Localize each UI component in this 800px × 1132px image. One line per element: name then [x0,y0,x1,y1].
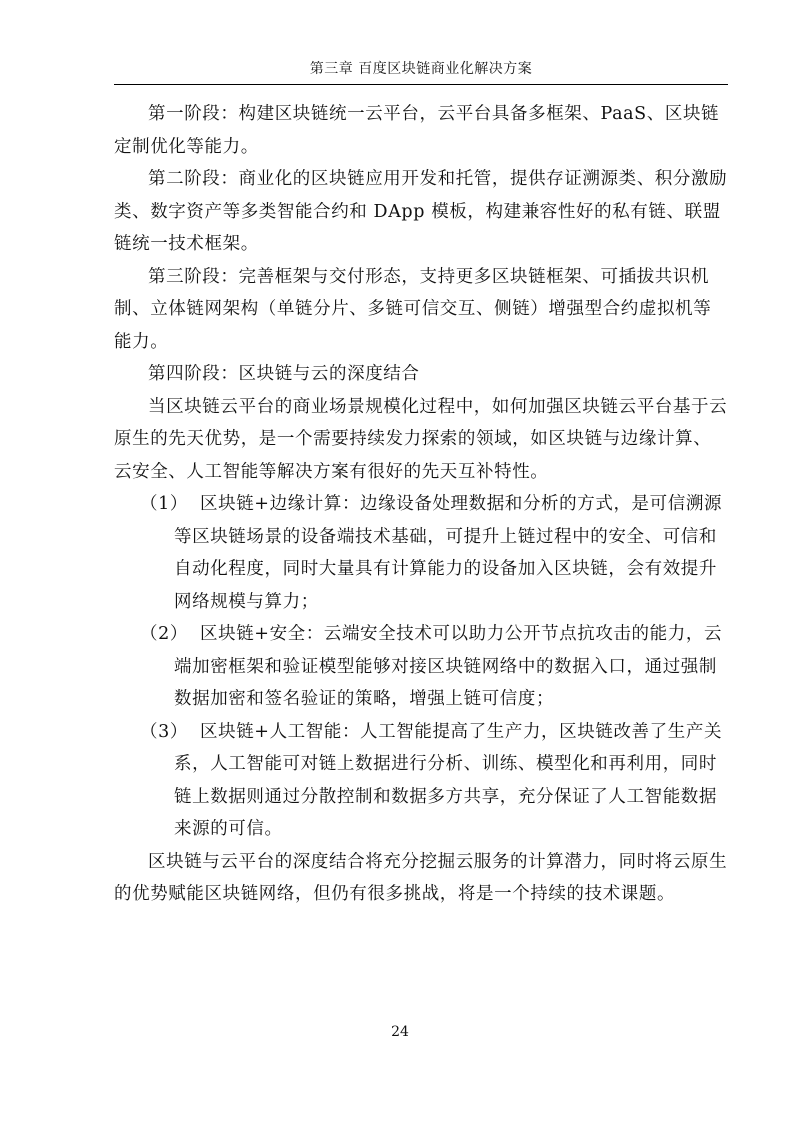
running-header: 第三章 百度区块链商业化解决方案 [309,61,533,77]
list-item-number: （3） [140,721,188,742]
list-item-text: 区块链+安全：云端安全技术可以助力公开节点抗攻击的能力，云端加密框架和验证模型能够对接区块链网络中的数据入口，通过强制数据加密和签名验证的策略，增强上链可信度； [174,624,723,709]
header-rule [114,84,728,85]
list-item-number: （2） [140,624,188,644]
page-number: 24 [391,1024,409,1040]
list-item [114,716,728,846]
list-item-text: 区块链+人工智能：人工智能提高了生产力，区块链改善了生产关系，人工智能可对链上数据进行分析、训练、模型化和再利用，同时链上数据则通过分散控制和数据多方共享，充分保证了人工智能数据来源的可信。 [174,721,723,839]
page-body [114,98,728,911]
list-item-text: 区块链+边缘计算：边缘设备处理数据和分析的方式，是可信溯源等区块链场景的设备端技术基础，可提升上链过程中的安全、可信和自动化程度，同时大量具有计算能力的设备加入区块链，会有效提升网络规模与算力； [174,494,723,612]
paragraph-intro: 当区块链云平台的商业场景规模化过程中，如何加强区块链云平台基于云原生的先天优势，是一个需要持续发力探索的领域，如区块链与边缘计算、云安全、人工智能等解决方案有很好的先天互补特性。 [114,396,728,482]
list-item [114,488,728,618]
list-item-number: （1） [140,494,188,514]
paragraph-closing: 区块链与云平台的深度结合将充分挖掘云服务的计算潜力，同时将云原生的优势赋能区块链网络，但仍有很多挑战，将是一个持续的技术课题。 [114,851,728,904]
paragraph-stage-2: 第二阶段：商业化的区块链应用开发和托管，提供存证溯源类、积分激励类、数字资产等多类智能合约和 DApp 模板，构建兼容性好的私有链、联盟链统一技术框架。 [114,169,728,254]
paragraph-stage-4: 第四阶段：区块链与云的深度结合 [148,364,420,384]
list-item [114,618,728,716]
paragraph-stage-1: 第一阶段：构建区块链统一云平台，云平台具备多框架、PaaS、区块链定制优化等能力。 [114,104,720,157]
paragraph-stage-3: 第三阶段：完善框架与交付形态，支持更多区块链框架、可插拔共识机制、立体链网架构（单链分片、多链可信交互、侧链）增强型合约虚拟机等能力。 [114,266,712,352]
